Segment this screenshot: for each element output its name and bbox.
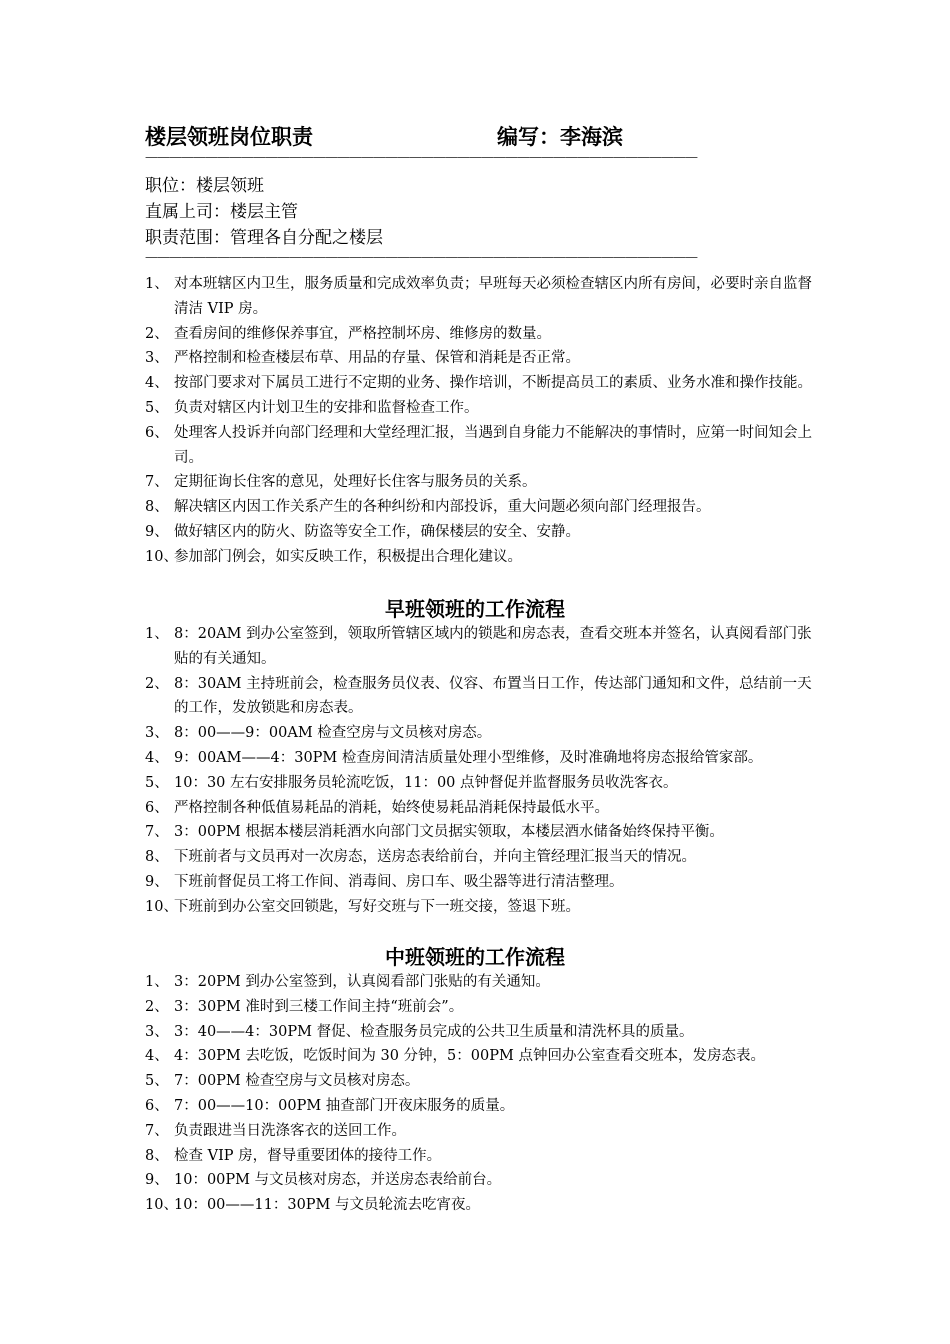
list-item (145, 421, 825, 471)
item-number: 4、 (145, 749, 169, 766)
list-item (145, 970, 825, 995)
list-item (145, 870, 825, 895)
item-text: 3：00PM 根据本楼层消耗酒水向部门文员据实领取，本楼层酒水储备始终保持平衡。 (174, 824, 724, 841)
item-text: 10：30 左右安排服务员轮流吃饭，11：00 点钟督促并监督服务员收洗客衣。 (174, 774, 678, 791)
morning-section-title: 早班领班的工作流程 (385, 597, 565, 621)
item-number: 10、 (145, 1197, 178, 1214)
item-text: 8：20AM 到办公室签到，领取所管辖区域内的锁匙和房态表，查看交班本并签名，认真阅看部门张贴的有关通知。 (174, 626, 812, 667)
item-number: 3、 (145, 350, 169, 367)
item-number: 7、 (145, 1122, 169, 1139)
list-item (145, 1020, 825, 1045)
item-number: 3、 (145, 725, 169, 742)
list-item (145, 672, 825, 722)
list-item (145, 995, 825, 1020)
item-text: 8：30AM 主持班前会，检查服务员仪表、仪容、布置当日工作，传达部门通知和文件，总结前一天的工作，发放锁匙和房态表。 (174, 675, 812, 717)
item-number: 6、 (145, 799, 169, 816)
item-text: 做好辖区内的防火、防盗等安全工作，确保楼层的安全、安静。 (174, 523, 580, 540)
list-item (145, 1193, 825, 1218)
list-item (145, 1069, 825, 1094)
morning-steps-list (145, 622, 825, 920)
document-title: 楼层领班岗位职责 (145, 125, 313, 149)
item-number: 4、 (145, 375, 169, 392)
list-item (145, 771, 825, 796)
item-number: 1、 (145, 974, 169, 990)
item-number: 8、 (145, 499, 169, 516)
item-text: 10：00PM 与文员核对房态，并送房态表给前台。 (174, 1172, 502, 1189)
item-text: 9：00AM——4：30PM 检查房间清洁质量处理小型维修，及时准确地将房态报给管家部。 (174, 749, 763, 766)
item-text: 检查 VIP 房，督导重要团体的接待工作。 (174, 1147, 442, 1164)
list-item (145, 470, 825, 495)
item-number: 2、 (145, 998, 169, 1015)
item-text: 7：00PM 检查空房与文员核对房态。 (174, 1073, 420, 1090)
item-number: 5、 (145, 774, 169, 791)
item-number: 5、 (145, 399, 169, 416)
item-text: 3：40——4：30PM 督促、检查服务员完成的公共卫生质量和清洗杯具的质量。 (174, 1023, 694, 1040)
item-text: 参加部门例会，如实反映工作，积极提出合理化建议。 (174, 548, 522, 565)
list-item (145, 1168, 825, 1193)
item-number: 1、 (145, 276, 169, 292)
item-number: 6、 (145, 424, 169, 441)
item-number: 10、 (145, 548, 178, 565)
middle-steps-list (145, 970, 825, 1218)
item-number: 8、 (145, 1147, 169, 1164)
item-number: 5、 (145, 1073, 169, 1090)
item-text: 下班前者与文员再对一次房态，送房态表给前台，并向主管经理汇报当天的情况。 (174, 849, 696, 866)
item-text: 负责对辖区内计划卫生的安排和监督检查工作。 (174, 399, 479, 416)
list-item (145, 845, 825, 870)
list-item (145, 520, 825, 545)
item-text: 按部门要求对下属员工进行不定期的业务、操作培训，不断提高员工的素质、业务水准和操作技能。 (174, 375, 812, 392)
list-item (145, 495, 825, 520)
item-text: 定期征询长住客的意见，处理好长住客与服务员的关系。 (174, 474, 537, 491)
item-number: 6、 (145, 1097, 169, 1114)
item-number: 3、 (145, 1023, 169, 1040)
info-scope: 职责范围：管理各自分配之楼层 (145, 228, 383, 248)
list-item (145, 1094, 825, 1119)
separator-bottom: —————————————————————————————————————————————— (145, 250, 697, 265)
item-number: 8、 (145, 849, 169, 866)
item-text: 4：30PM 去吃饭，吃饭时间为 30 分钟，5：00PM 点钟回办公室查看交班本，发房态表。 (174, 1048, 765, 1065)
item-text: 严格控制和检查楼层布草、用品的存量、保管和消耗是否正常。 (174, 350, 580, 367)
item-text: 3：20PM 到办公室签到，认真阅看部门张贴的有关通知。 (174, 974, 550, 990)
list-item (145, 346, 825, 371)
item-text: 10：00——11：30PM 与文员轮流去吃宵夜。 (174, 1197, 481, 1214)
item-text: 3：30PM 准时到三楼工作间主持“班前会”。 (174, 998, 464, 1015)
list-item (145, 272, 825, 322)
item-number: 4、 (145, 1048, 169, 1065)
item-text: 下班前督促员工将工作间、消毒间、房口车、吸尘器等进行清洁整理。 (174, 873, 624, 890)
list-item (145, 1044, 825, 1069)
item-number: 9、 (145, 523, 169, 540)
item-text: 负责跟进当日洗涤客衣的送回工作。 (174, 1122, 406, 1139)
item-text: 8：00——9：00AM 检查空房与文员核对房态。 (174, 725, 492, 742)
item-text: 对本班辖区内卫生，服务质量和完成效率负责；早班每天必须检查辖区内所有房间，必要时亲自监督清洁 VIP 房。 (174, 276, 812, 317)
item-text: 7：00——10：00PM 抽查部门开夜床服务的质量。 (174, 1097, 515, 1114)
info-position: 职位：楼层领班 (145, 176, 264, 196)
item-number: 7、 (145, 474, 169, 491)
separator-top: —————————————————————————————————————————————— (145, 150, 697, 165)
item-text: 解决辖区内因工作关系产生的各种纠纷和内部投诉，重大问题必须向部门经理报告。 (174, 499, 711, 516)
list-item (145, 1119, 825, 1144)
middle-section-title: 中班领班的工作流程 (385, 945, 565, 969)
item-text: 处理客人投诉并向部门经理和大堂经理汇报，当遇到自身能力不能解决的事情时，应第一时间知会上司。 (174, 424, 812, 466)
item-number: 1、 (145, 626, 169, 642)
item-number: 2、 (145, 675, 169, 692)
item-text: 严格控制各种低值易耗品的消耗，始终使易耗品消耗保持最低水平。 (174, 799, 609, 816)
list-item (145, 622, 825, 672)
list-item (145, 1144, 825, 1169)
list-item (145, 545, 825, 570)
list-item (145, 820, 825, 845)
list-item (145, 396, 825, 421)
document-author: 编写：李海滨 (497, 125, 623, 149)
list-item (145, 322, 825, 347)
item-number: 10、 (145, 898, 178, 915)
item-number: 2、 (145, 325, 169, 342)
item-number: 9、 (145, 873, 169, 890)
position-info (145, 173, 805, 251)
item-text: 查看房间的维修保养事宜，严格控制坏房、维修房的数量。 (174, 325, 551, 342)
duties-list (145, 272, 825, 570)
list-item (145, 796, 825, 821)
list-item (145, 895, 825, 920)
item-number: 7、 (145, 824, 169, 841)
item-number: 9、 (145, 1172, 169, 1189)
list-item (145, 721, 825, 746)
item-text: 下班前到办公室交回锁匙，写好交班与下一班交接，签退下班。 (174, 898, 580, 915)
info-supervisor: 直属上司：楼层主管 (145, 202, 298, 222)
list-item (145, 746, 825, 771)
list-item (145, 371, 825, 396)
